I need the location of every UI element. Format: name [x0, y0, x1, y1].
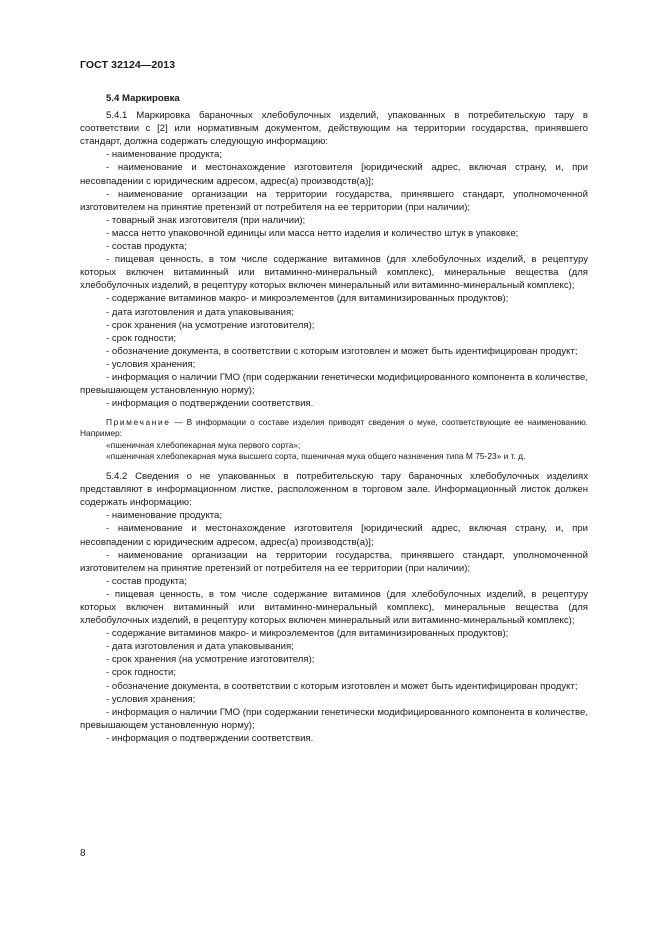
list-item: - содержание витаминов макро- и микроэлементов (для витаминизированных продуктов); [106, 293, 509, 305]
list-item: - информация о подтверждении соответствия. [106, 398, 314, 410]
list-item: - срок хранения (на усмотрение изготовителя); [106, 654, 315, 666]
document-header: ГОСТ 32124—2013 [80, 59, 176, 71]
list-item: - содержание витаминов макро- и микроэлементов (для витаминизированных продуктов); [106, 628, 509, 640]
list-item: - обозначение документа, в соответствии с которым изготовлен и может быть идентифицирован продукт; [106, 680, 578, 692]
note-block [80, 417, 588, 462]
list-item: - дата изготовления и дата упаковывания; [106, 641, 294, 653]
list-item: - масса нетто упаковочной единицы или масса нетто изделия и количество штук в упаковке; [106, 227, 519, 239]
paragraph-5-4-2: 5.4.2 Сведения о не упакованных в потребительскую тару бараночных хлебобулочных изделиях представляют в информационном листке, расположенном в торговом зале. Информационный листок должен содержать информацию: [80, 471, 588, 509]
list-item: - пищевая ценность, в том числе содержание витаминов (для хлебобулочных изделий, в рецептуру которых включен витаминный или витаминно-минеральный комплекс), минеральные вещества (для хлебобулочных изделий, в рецептуру которых включен минеральный или витаминно-минеральный комплекс); [80, 254, 588, 292]
note-label: Примечание [106, 417, 171, 428]
note-text [80, 417, 588, 439]
paragraph-5-4-1: 5.4.1 Маркировка бараночных хлебобулочных изделий, упакованных в потребительскую тару в соответствии с [2] или нормативным документом, действующим на территории государства, принявшего стандарт, должна содержать следующую информацию: [80, 110, 588, 148]
list-item: - информация о наличии ГМО (при содержании генетически модифицированного компонента в количестве, превышающем установленную норму); [80, 371, 588, 397]
list-item: - дата изготовления и дата упаковывания; [106, 306, 294, 318]
list-item: - срок годности; [106, 332, 177, 344]
note-example-2: «пшеничная хлебопекарная мука высшего сорта, пшеничная мука общего назначения типа М 75-23» и т. д. [106, 450, 526, 461]
note-body: — В информации о составе изделия приводят сведения о муке, соответствующие ее наименованию. Например: [80, 417, 588, 439]
list-5-4-1 [80, 148, 588, 410]
note-example-1: «пшеничная хлебопекарная мука первого сорта»; [106, 439, 301, 450]
list-item: - товарный знак изготовителя (при наличии); [106, 214, 306, 226]
list-item: - наименование продукта; [106, 510, 223, 522]
list-5-4-2 [80, 509, 588, 745]
list-item: - наименование и местонахождение изготовителя [юридический адрес, включая страну, и, при несовпадении с юридическим адресом, адрес(а) производств(а)]; [80, 162, 588, 187]
list-item: - срок хранения (на усмотрение изготовителя); [106, 319, 315, 331]
list-item: - срок годности; [106, 667, 177, 679]
list-item: - информация о подтверждении соответствия. [106, 732, 314, 744]
list-item: - наименование продукта; [106, 149, 223, 161]
list-item: - наименование организации на территории государства, принявшего стандарт, уполномоченной изготовителем на принятие претензий от потребителя на ее территории (при наличии); [80, 549, 588, 574]
list-item: - наименование организации на территории государства, принявшего стандарт, уполномоченной изготовителем на принятие претензий от потребителя на ее территории (при наличии); [80, 188, 588, 213]
list-item: - информация о наличии ГМО (при содержании генетически модифицированного компонента в количестве, превышающем установленную норму); [80, 706, 588, 731]
list-item: - пищевая ценность, в том числе содержание витаминов (для хлебобулочных изделий, в рецептуру которых включен витаминный или витаминно-минеральный комплекс), минеральные вещества (для хлебобулочных изделий, в рецептуру которых включен минеральный или витаминно-минеральный комплекс); [80, 588, 588, 627]
list-item: - наименование и местонахождение изготовителя [юридический адрес, включая страну, и, при несовпадении с юридическим адресом, адрес(а) производств(а)]; [80, 523, 588, 548]
section-title: 5.4 Маркировка [106, 93, 180, 104]
list-item: - состав продукта; [106, 241, 187, 253]
list-item: - условия хранения; [106, 693, 196, 705]
list-item: - состав продукта; [106, 575, 187, 587]
page-number: 8 [80, 848, 86, 859]
list-item: - условия хранения; [106, 358, 196, 370]
document-content [80, 92, 588, 745]
list-item: - обозначение документа, в соответствии с которым изготовлен и может быть идентифицирован продукт; [106, 345, 578, 357]
